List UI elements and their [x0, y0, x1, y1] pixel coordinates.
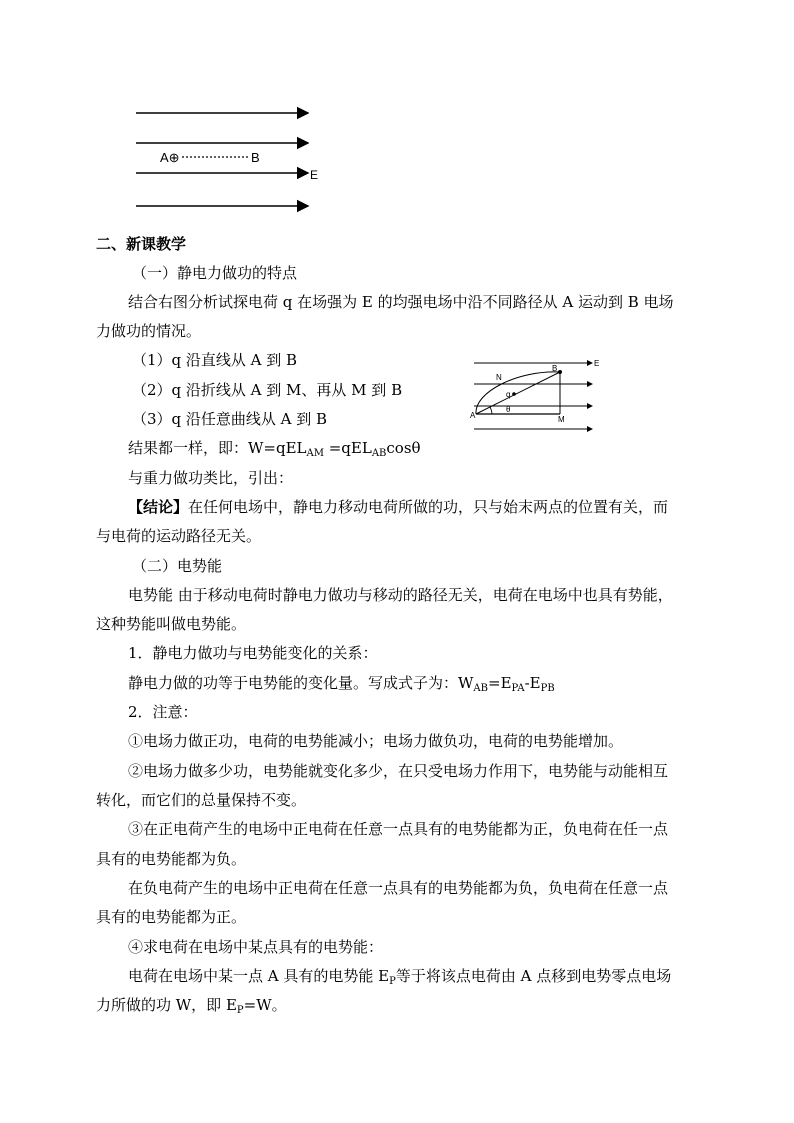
angle-arc: [490, 407, 492, 414]
note-4-text-2a: 力所做的功 W，即 E: [96, 996, 237, 1014]
item-1-title: 1．静电力做功与电势能变化的关系：: [128, 644, 378, 662]
note-3-line-2: 具有的电势能都为负。: [96, 850, 247, 868]
case-3: （3）q 沿任意曲线从 A 到 B: [132, 410, 328, 428]
point-b: [558, 370, 562, 374]
note-4-text-1b: 等于将该点电荷由 A 点移到电势零点电场: [395, 967, 672, 985]
definition-line-2: 这种势能叫做电势能。: [96, 615, 247, 633]
point-q: [512, 392, 516, 396]
item-1-sub-pb: PB: [540, 683, 555, 694]
intro-line-1: 结合右图分析试探电荷 q 在场强为 E 的均强电场中沿不同路径从 A 运动到 B 电场: [128, 293, 674, 311]
path-comparison-figure: [468, 352, 603, 437]
result-suffix: cosθ: [386, 439, 421, 457]
case-1: （1）q 沿直线从 A 到 B: [132, 351, 298, 369]
label-b: B: [251, 150, 260, 165]
note-3b-line-2: 具有的电势能都为正。: [96, 908, 247, 926]
note-4-line-1: [128, 966, 671, 986]
label2-e: E: [594, 359, 600, 368]
item-1-sub-ab: AB: [473, 683, 488, 694]
conclusion-line-1: [128, 497, 668, 517]
note-4-text-2b: =W。: [243, 996, 287, 1014]
note-4-line-2: [96, 995, 287, 1015]
section-heading: 二、新课教学: [96, 235, 187, 253]
note-4: ④求电荷在电场中某点具有的电势能：: [128, 938, 384, 956]
note-3-line-1: ③在正电荷产生的电场中正电荷在任意一点具有的电势能都为正，负电荷在任一点: [128, 820, 669, 838]
label-e: E: [310, 168, 319, 182]
result-sub-am: AM: [306, 448, 324, 459]
conclusion-tag: 【结论】: [128, 498, 189, 516]
gravity-analogy: 与重力做功类比，引出：: [128, 469, 294, 487]
label2-a: A: [470, 411, 476, 420]
note-4-text-1a: 电荷在电场中某一点 A 具有的电势能 E: [128, 967, 390, 985]
intro-line-2: 力做功的情况。: [96, 322, 202, 340]
subsection-2-title: （二）电势能: [132, 557, 223, 575]
result-prefix: 结果都一样，即：W=qEL: [128, 439, 307, 457]
case-2: （2）q 沿折线从 A 到 M、再从 M 到 B: [132, 381, 403, 399]
result-formula: [128, 438, 421, 458]
label2-theta: θ: [506, 405, 511, 414]
definition-line-1: 电势能 由于移动电荷时静电力做功与移动的路径无关，电荷在电场中也具有势能，: [128, 586, 673, 604]
note-2-line-2: 转化，而它们的总量保持不变。: [96, 791, 307, 809]
note-2-line-1: ②电场力做多少功，电势能就变化多少，在只受电场力作用下，电势能与动能相互: [128, 762, 669, 780]
conclusion-line-2: 与电荷的运动路径无关。: [96, 527, 262, 545]
label2-n: N: [496, 373, 502, 382]
label2-m: M: [558, 415, 565, 424]
result-sub-ab: AB: [371, 448, 387, 459]
item-1-minus: -E: [524, 674, 541, 692]
item-1-eq: =E: [488, 674, 512, 692]
result-mid: =qEL: [323, 439, 372, 457]
item-2-title: 2．注意：: [128, 703, 198, 721]
conclusion-text-1: 在任何电场中，静电力移动电荷所做的功，只与始末两点的位置有关，而: [188, 498, 669, 516]
item-1-formula: [128, 673, 555, 693]
note-4-sub-p1: P: [389, 976, 396, 987]
label2-q: q: [506, 390, 511, 399]
straight-path-ab: [476, 372, 560, 414]
note-3b-line-1: 在负电荷产生的电场中正电荷在任意一点具有的电势能都为负，负电荷在任意一点: [128, 879, 669, 897]
item-1-text: 静电力做的功等于电势能的变化量。写成式子为：W: [128, 674, 474, 692]
note-4-sub-p2: P: [236, 1005, 244, 1016]
item-1-sub-pa: PA: [511, 683, 525, 694]
subsection-1-title: （一）静电力做功的特点: [132, 264, 298, 282]
label2-b: B: [552, 364, 558, 373]
label-a-positive: A⊕: [160, 150, 180, 165]
note-1: ①电场力做正功，电荷的电势能减小；电场力做负功，电荷的电势能增加。: [128, 732, 624, 750]
uniform-field-figure: [132, 100, 332, 215]
